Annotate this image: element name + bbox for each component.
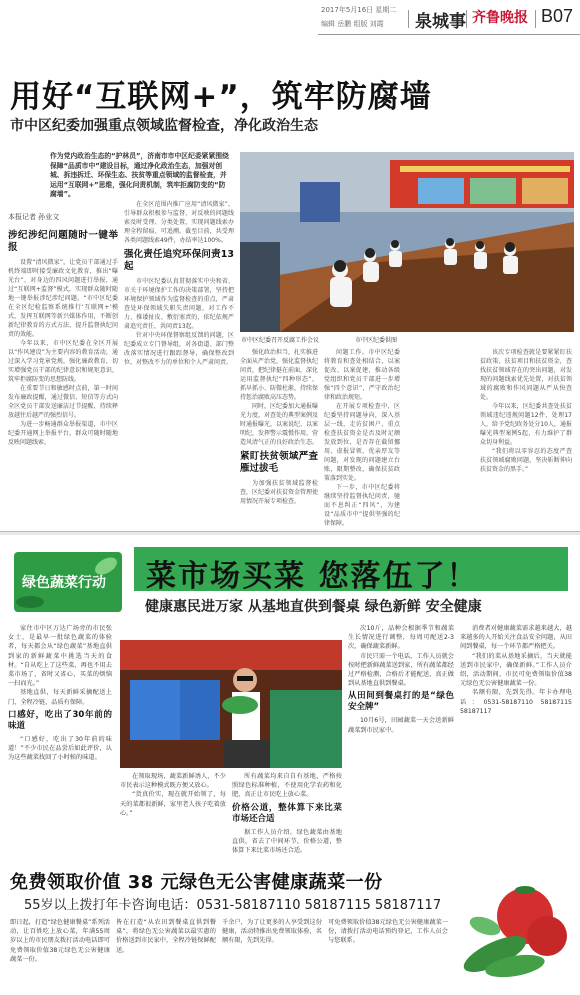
paragraph: 问题工作。市中区纪委将教育和查处相结合，以案促改、以案促建，推动各级党组织和党员干部进一步增强“四个意识”，严守政治纪律和政治规矩。 xyxy=(324,349,400,401)
paragraph: “我们的菜从基地采摘后，当天就能送到市民家中，确保新鲜。”工作人员介绍，活动期间，市民可免费领取价值38元绿色无公害健康蔬菜一份。 xyxy=(460,652,572,688)
ad-column-1 xyxy=(8,624,112,860)
section-subtitle: 紧盯扶贫领域严查雁过拔毛 xyxy=(240,451,318,474)
paragraph: 为加强扶贫领域监督检查，区纪委对扶贫资金管理使用情况开展专项检查。 xyxy=(240,480,318,505)
ad-title: 菜市场买菜 您落伍了！ xyxy=(146,559,479,594)
paragraph: 据工作人员介绍，绿色蔬菜由基地直供，省去了中间环节，价格公道，整体算下来比菜市场还合适。 xyxy=(232,828,342,855)
paragraph: 10月6号，田园蔬菜一天会送新鲜蔬菜到市民家中。 xyxy=(348,717,454,734)
section-divider xyxy=(0,531,580,535)
editors-line: 编辑 岳鹏 组版 刘霞 xyxy=(321,20,384,28)
vegetables-illustration xyxy=(455,866,573,984)
logo-text: 绿色蔬菜行动 xyxy=(22,575,106,591)
paragraph: 在全区范围内推广应用“清风微家”，引导群众积极参与监督，对反映的问题线索及时受理、分类处置，实现问题线索办理全程留痕、可追溯。截至目前，共受理各类问题线索49件，办结率达100%。 xyxy=(124,201,234,244)
vendor-scene-image xyxy=(120,640,342,768)
article-lead: 作为党内政治生态的“护林员”，济南市市中区纪委紧紧围绕保障“品质市中”建设目标，通过净化政治生态，加强对创城、拆违拆迁、环保生态、扶贫等重点领域的监督检查，并运用“互联网+”思维，强化问责机制，筑牢拒腐防变的“防腐墙”。 xyxy=(50,152,229,199)
paragraph: 该次专项检查就是要紧紧盯扶贫政策、扶贫项目和扶贫资金，查找扶贫领域存在的突出问题，对发现的问题线索优先处置，对扶贫领域的腐败和作风问题从严从快查处。 xyxy=(480,349,572,401)
paragraph: 强化政治担当，扎实推进全面从严治党，强化监督执纪问责，把纪律挺在前面，深化运用监督执纪“四种形态”，抓早抓小、防微杜渐，持续保持惩治腐败高压态势。 xyxy=(240,349,318,401)
paragraph: 名额有限，先到先得。年卡办理电话：0531-58187110 58187115 58187117 xyxy=(460,689,572,715)
section-title: 泉城事 xyxy=(415,12,466,32)
section-subtitle: 口感好，吃出了30年前的味道 xyxy=(8,709,112,731)
ad-column-3 xyxy=(348,624,454,860)
vendor-photo xyxy=(120,640,342,768)
paragraph: 在重要节日和敏感时点前，第一时间发布廉政提醒，通过微信、短信等方式向全区党员干部发送廉洁过节提醒，持续释放越往后越严的强烈信号。 xyxy=(8,385,118,419)
article-column-4 xyxy=(324,348,400,526)
section-subtitle: 价格公道，整体算下来比菜市场还合适 xyxy=(232,802,342,824)
promo-column-3: 千余户，为了让更多的人享受到这份健康，活动特推出免费领取体验，名额有限，先到先得。 xyxy=(222,919,322,945)
page-header xyxy=(0,0,580,40)
paragraph: “货真价实，现在就开始领了，每天的菜都很新鲜，家里老人孩子吃着放心。” xyxy=(120,791,226,817)
paragraph: 在开展专项检查中，区纪委坚持问题导向，深入基层一线，走访贫困户，重点检查扶贫资金是否及时足额发放到位，是否存在截留挪用、虚报冒领、优亲厚友等问题，对发现的问题建立台账，限期整改，确保扶贫政策落到实处。 xyxy=(324,403,400,482)
promo-column-2: 皆在打造“从农田到餐桌直供到餐桌”，将绿色无公害蔬菜以最实惠的价格送到市民家中，全程冷链保鲜配送。 xyxy=(116,919,216,954)
paragraph: 市中区纪委认真贯彻落实中央和省、市关于环境保护工作的决策部署，坚持把环境保护领域作为监督检查的重点，严肃查处环保领域失职失责问题，对工作不力、推诿扯皮、敷衍塞责的，依纪依规严肃追究责任，共问责13起。 xyxy=(124,278,234,330)
page-number: B07 xyxy=(541,6,574,26)
section-subtitle: 从田间到餐桌打的是“绿色安全牌” xyxy=(348,691,454,713)
article-column-5 xyxy=(480,348,572,526)
paragraph: 设置“清风微家”，让党员干部通过手机终端即时接受廉政文化教育，推出“曝光台”，对身边的四风问题进行举报，通过“互联网+监督”模式，实现群众随时随地一键举报涉纪涉纪问题。“市中区纪委在全区纪检监察系统推行‘互联网+’模式，发挥互联网等新兴媒体作用，不断创新纪律教育的方式方法，提升监督执纪问责的效能。 xyxy=(8,259,118,338)
paragraph: 针对中央环保督察组反馈的问题，区纪委成立专门督导组，对各街道、部门整改落实情况进行跟踪督导，确保整改到位，对整改不力的单位和个人严肃问责。 xyxy=(124,332,234,366)
photo-credit: 市中区纪委供图 xyxy=(355,337,398,344)
meeting-photo xyxy=(240,152,574,332)
paragraph: “口感好，吃出了30年前的味道！”不少市民在品尝后如此评价，认为这些蔬菜找回了小时候的味道。 xyxy=(8,735,112,762)
ad-column-4 xyxy=(460,624,572,860)
paragraph: 市民只需一个电话，工作人员就会按时把新鲜蔬菜送到家，所有蔬菜都经过严格检测，合格后才能配送，真正做到从基地直供到餐桌。 xyxy=(348,652,454,688)
issue-date: 2017年5月16日 星期二 xyxy=(321,6,397,14)
header-separator xyxy=(466,10,467,28)
paragraph: 今年以来，区纪委共查处扶贫领域违纪违规问题12件，处理17人，给予党纪政务处分10人，通报曝光典型案例5起，有力维护了群众切身利益。 xyxy=(480,403,572,446)
meeting-scene-image xyxy=(240,152,574,332)
paragraph: 所有蔬菜均来自自有基地，严格按照绿色标准种植，不使用化学农药和化肥，真正让市民吃上放心菜。 xyxy=(232,773,342,799)
paragraph: 在领取现场，蔬菜新鲜诱人，不少市民表示这种模式既方便又放心。 xyxy=(120,773,226,790)
section-subtitle: 强化责任追究环保问责13起 xyxy=(124,249,234,272)
promo-title: 免费领取价值 38 元绿色无公害健康蔬菜一份 xyxy=(10,872,383,893)
article-headline: 用好“互联网+”，筑牢防腐墙 xyxy=(10,79,432,115)
ad-title-banner xyxy=(134,547,568,594)
paragraph: 家住市中区万达广场旁的市民张女士，是最早一批绿色蔬菜的体验者，每天都会从“绿色蔬菜”基地直供到家的新鲜蔬菜中挑选当天的食材。“自从吃上了这些菜，再也不用去菜市场了，省时又省心，买菜的烦恼一扫而光。” xyxy=(8,625,112,688)
article-byline: 本报记者 孙业文 xyxy=(8,213,60,221)
vegetables-image xyxy=(455,866,573,984)
paragraph: 同时，区纪委加大通报曝光力度，对查处的典型案例及时通报曝光，以案说纪、以案明纪，发挥警示震慑作用，营造风清气正的良好政治生态。 xyxy=(240,403,318,446)
paragraph: 消费者对健康蔬菜需求越来越大，越来越多的人开始关注食品安全问题，从田间到餐桌，每一个环节都严格把关。 xyxy=(460,625,572,651)
section-subtitle: 涉纪涉纪问题随时一键举报 xyxy=(8,230,118,253)
header-separator xyxy=(535,10,536,28)
header-separator xyxy=(408,10,409,28)
photo-caption: 市中区纪委召开反腐工作会议 xyxy=(241,337,320,344)
green-veg-logo xyxy=(14,552,122,612)
ad-column-2b xyxy=(232,772,342,860)
paragraph: 为进一步畅通群众举报渠道，市中区纪委开通网上举报平台，群众可随时随地反映问题线索。 xyxy=(8,421,118,446)
paragraph: “我们将以零容忍的态度严查扶贫领域腐败问题，坚决斩断伸向扶贫资金的黑手。” xyxy=(480,448,572,473)
header-rule xyxy=(318,34,580,35)
article-column-1 xyxy=(8,226,118,526)
article-column-3 xyxy=(240,348,318,526)
article-column-2 xyxy=(124,200,234,526)
paragraph: 今年以来，市中区纪委在全区开展以“作风建设”为主要内容的教育活动，通过深入学习党章党规，强化廉政教育，切实增强党员干部的纪律意识和规矩意识，筑牢拒腐防变的思想防线。 xyxy=(8,340,118,383)
paragraph: 次10斤，品种会根据季节和蔬菜生长情况进行调整，每周可配送2-3次，确保蔬菜新鲜。 xyxy=(348,625,454,651)
promo-column-4: 可免费领取价值38元绿色无公害健康蔬菜一份，请拨打活动电话预约登记，工作人员会与您联系。 xyxy=(328,919,448,945)
promo-phone: 55岁以上拨打年卡咨询电话：0531-58187110 58187115 58187117 xyxy=(24,898,442,913)
ad-column-2a xyxy=(120,772,226,860)
ad-slogan: 健康惠民进万家 从基地直供到餐桌 绿色新鲜 安全健康 xyxy=(145,599,482,615)
newspaper-logo: 齐鲁晚报 xyxy=(472,10,528,26)
paragraph: 基地直供，每天新鲜采摘配送上门，全程冷链，品质有保障。 xyxy=(8,689,112,706)
promo-column-1: 即日起，打造“绿色健康餐桌”系列活动，让百姓吃上放心菜，年满55周岁以上的市民朋友拨打活动电话即可免费领取价值38元绿色无公害健康蔬菜一份。 xyxy=(10,919,110,963)
paragraph: 下一步，市中区纪委将继续坚持监督执纪问责，驰而不息纠正“四风”，为建设“品质市中”提供坚强的纪律保障。 xyxy=(324,484,400,526)
article-subheadline: 市中区纪委加强重点领域监督检查，净化政治生态 xyxy=(10,118,318,134)
